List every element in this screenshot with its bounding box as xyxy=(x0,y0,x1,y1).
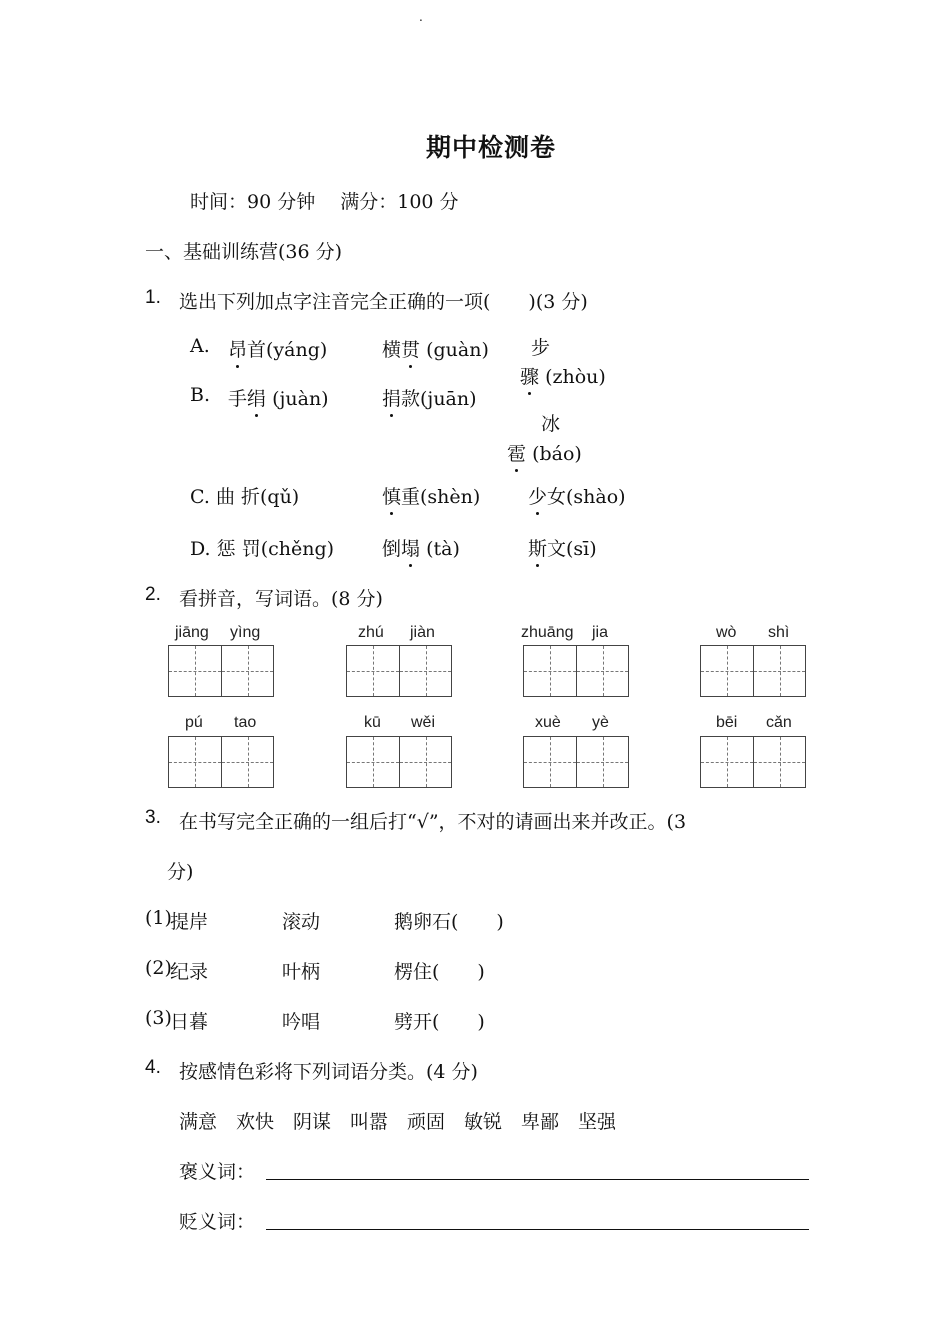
q4-number: 4. xyxy=(145,1057,161,1078)
word-char: 手 xyxy=(228,388,248,410)
dotted-char: 雹 xyxy=(507,439,526,466)
q1-text: 选出下列加点字注音完全正确的一项( )(3 分) xyxy=(179,291,588,313)
dotted-char: 塌 xyxy=(401,534,420,561)
q1-a-word3-bottom xyxy=(520,362,606,389)
pinyin-label: yìng xyxy=(230,624,261,641)
option-label: D. 惩 xyxy=(190,538,236,560)
writing-grid[interactable] xyxy=(523,645,629,697)
option-label: A. xyxy=(190,335,210,357)
header-dot: . xyxy=(419,10,423,24)
word-pinyin: (juàn) xyxy=(272,388,329,410)
q1-d-word3 xyxy=(528,534,597,561)
grid-cell[interactable] xyxy=(347,646,399,696)
word-rest: 罚(chěng) xyxy=(241,538,335,560)
grid-cell[interactable] xyxy=(701,737,753,787)
word-rest: 重(shèn) xyxy=(401,486,481,508)
q2-text: 看拼音，写词语。(8 分) xyxy=(179,588,383,610)
pinyin-label: shì xyxy=(768,624,790,641)
word-char: 横 xyxy=(382,339,402,361)
q3-word-with-blank[interactable]: 楞住( ) xyxy=(394,961,485,983)
q3-word: 吟唱 xyxy=(282,1011,321,1033)
q1-b-word2 xyxy=(382,384,477,411)
dotted-char: 骤 xyxy=(520,362,539,389)
pinyin-label: wò xyxy=(716,624,737,641)
grid-cell[interactable] xyxy=(753,646,805,696)
q4-text: 按感情色彩将下列词语分类。(4 分) xyxy=(179,1061,478,1083)
dotted-char: 绢 xyxy=(247,384,266,411)
page-title: 期中检测卷 xyxy=(426,133,557,162)
q1-c-word3 xyxy=(528,482,626,509)
derogatory-label: 贬义词： xyxy=(179,1211,256,1233)
grid-cell[interactable] xyxy=(399,737,451,787)
grid-cell[interactable] xyxy=(701,646,753,696)
word-rest: 款(juān) xyxy=(401,388,477,410)
q3-row-index: (2) xyxy=(145,957,172,979)
q1-d-word2 xyxy=(382,534,460,561)
q3-word: 日暮 xyxy=(170,1011,209,1033)
grid-cell[interactable] xyxy=(524,646,576,696)
option-label: C. 曲 xyxy=(190,486,235,508)
grid-cell[interactable] xyxy=(576,737,628,787)
q3-word: 提岸 xyxy=(170,911,209,933)
word-pinyin: (zhòu) xyxy=(545,366,606,388)
writing-grid[interactable] xyxy=(700,645,806,697)
grid-cell[interactable] xyxy=(753,737,805,787)
word-rest: 首(yáng) xyxy=(247,339,328,361)
answer-line[interactable] xyxy=(266,1179,809,1180)
pinyin-label: zhú xyxy=(358,624,384,641)
q1-number: 1. xyxy=(145,287,161,308)
q1-option-a xyxy=(190,335,210,357)
word-rest: 女(shào) xyxy=(547,486,626,508)
q4-word-list: 满意 欢快 阴谋 叫嚣 顽固 敏锐 卑鄙 坚强 xyxy=(179,1111,617,1133)
pinyin-label: pú xyxy=(185,714,203,731)
q1-b-word3-top: 冰 xyxy=(541,413,561,435)
q3-word-with-blank[interactable]: 鹅卵石( ) xyxy=(394,911,504,933)
pinyin-label: jiāng xyxy=(175,624,209,641)
pinyin-label: jiàn xyxy=(410,624,435,641)
grid-cell[interactable] xyxy=(576,646,628,696)
q2-number: 2. xyxy=(145,584,161,605)
q1-b-word3-bottom xyxy=(507,439,582,466)
word-pinyin: (guàn) xyxy=(426,339,489,361)
q1-c-word2 xyxy=(382,482,480,509)
word-pinyin: (tà) xyxy=(426,538,460,560)
dotted-char: 捐 xyxy=(382,384,401,411)
q3-word-with-blank[interactable]: 劈开( ) xyxy=(394,1011,485,1033)
word-char: 倒 xyxy=(382,538,402,560)
writing-grid[interactable] xyxy=(168,736,274,788)
grid-cell[interactable] xyxy=(524,737,576,787)
grid-cell[interactable] xyxy=(399,646,451,696)
pinyin-label: zhuāng xyxy=(521,624,574,641)
dotted-char: 贯 xyxy=(401,335,420,362)
q1-b-word1 xyxy=(228,384,329,411)
q1-a-word2 xyxy=(382,335,489,362)
option-label: B. xyxy=(190,384,211,406)
exam-meta: 时间：90 分钟 满分：100 分 xyxy=(190,191,459,213)
grid-cell[interactable] xyxy=(169,646,221,696)
q1-option-c xyxy=(190,482,299,509)
q3-word: 滚动 xyxy=(282,911,321,933)
pinyin-label: wěi xyxy=(411,714,436,731)
q3-word: 纪录 xyxy=(170,961,209,983)
pinyin-label: tao xyxy=(234,714,257,731)
pinyin-label: bēi xyxy=(716,714,738,731)
q1-option-b xyxy=(190,384,210,406)
answer-line[interactable] xyxy=(266,1229,809,1230)
q3-word: 叶柄 xyxy=(282,961,321,983)
dotted-char: 斯 xyxy=(528,534,547,561)
word-pinyin: (báo) xyxy=(532,443,582,465)
grid-cell[interactable] xyxy=(221,737,273,787)
writing-grid[interactable] xyxy=(346,736,452,788)
pinyin-label: jia xyxy=(592,624,609,641)
pinyin-label: xuè xyxy=(535,714,561,731)
grid-cell[interactable] xyxy=(169,737,221,787)
writing-grid[interactable] xyxy=(168,645,274,697)
section-heading: 一、基础训练营(36 分) xyxy=(145,241,343,263)
pinyin-label: cǎn xyxy=(766,714,792,731)
commendatory-label: 褒义词： xyxy=(179,1161,256,1183)
writing-grid[interactable] xyxy=(523,736,629,788)
word-rest: 文(sī) xyxy=(547,538,597,560)
writing-grid[interactable] xyxy=(700,736,806,788)
dotted-char: 昂 xyxy=(228,335,247,362)
q3-number: 3. xyxy=(145,807,161,828)
q3-row-index: (1) xyxy=(145,907,172,929)
pinyin-label: yè xyxy=(592,714,609,731)
q1-a-word3-top: 步 xyxy=(531,337,551,359)
q3-text: 在书写完全正确的一组后打“√”，不对的请画出来并改正。(3 xyxy=(179,811,687,833)
grid-cell[interactable] xyxy=(221,646,273,696)
pinyin-label: kū xyxy=(364,714,381,731)
dotted-char: 少 xyxy=(528,482,547,509)
q1-option-d xyxy=(190,534,334,561)
dotted-char: 慎 xyxy=(382,482,401,509)
grid-cell[interactable] xyxy=(347,737,399,787)
writing-grid[interactable] xyxy=(346,645,452,697)
q1-a-word1 xyxy=(228,335,327,362)
word-rest: 折(qǔ) xyxy=(241,486,300,508)
q3-row-index: (3) xyxy=(145,1007,172,1029)
q3-text-cont: 分) xyxy=(167,861,194,883)
